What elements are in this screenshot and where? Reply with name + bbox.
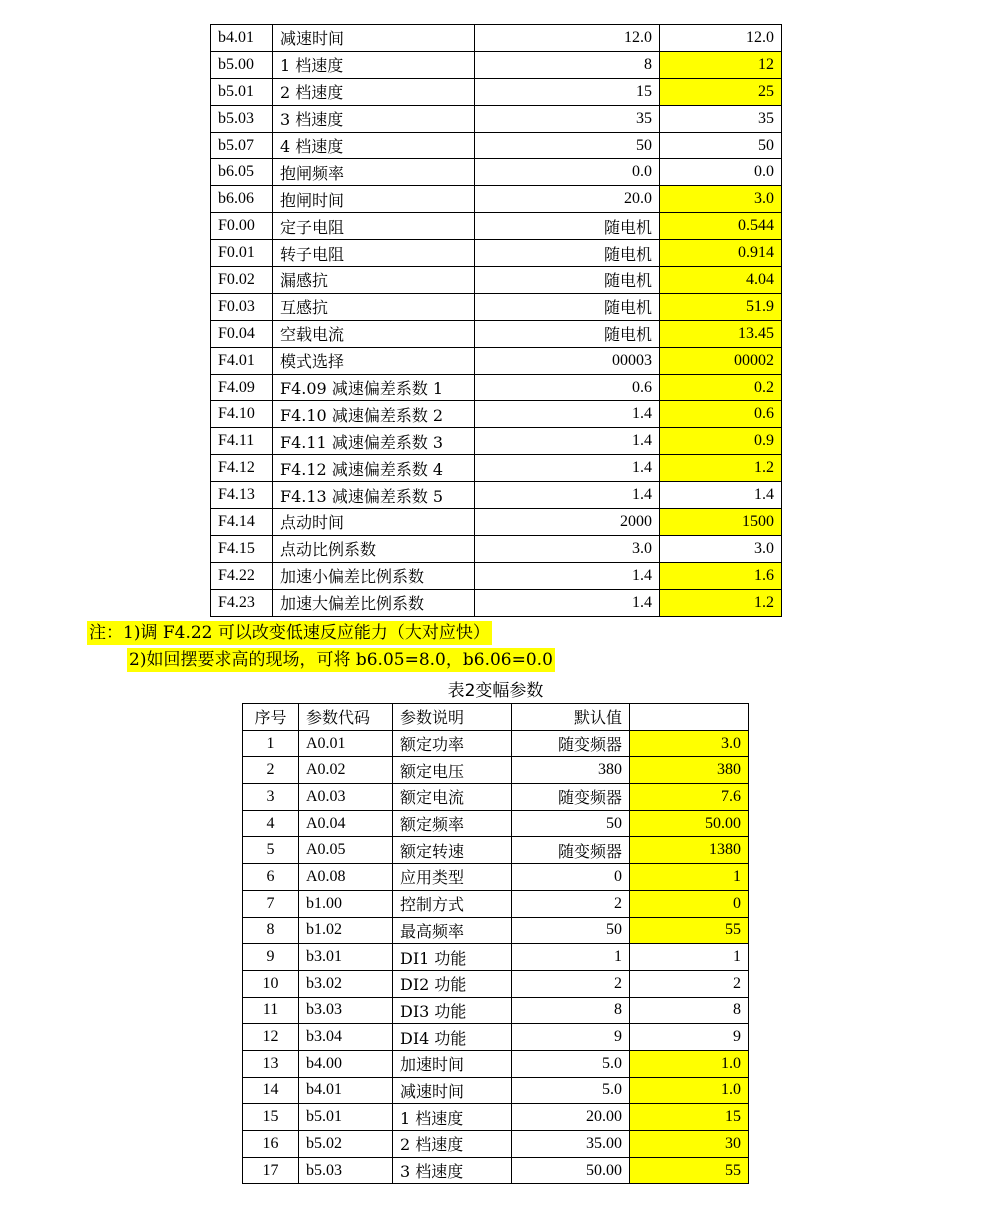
table-row <box>211 213 782 240</box>
table-row <box>243 1024 749 1051</box>
param-code-cell: F4.12 <box>211 455 273 482</box>
row-number-cell: 14 <box>243 1077 299 1104</box>
param-code-cell: b5.00 <box>211 51 273 78</box>
table-row <box>243 1104 749 1131</box>
set-value-cell: 35 <box>660 105 782 132</box>
default-value-cell: 8 <box>512 997 630 1024</box>
table-row <box>243 970 749 997</box>
param-code-cell: b3.02 <box>299 970 393 997</box>
default-value-cell: 35.00 <box>512 1131 630 1158</box>
default-value-cell: 随电机 <box>475 213 660 240</box>
param-name-cell: F4.12 减速偏差系数 4 <box>273 455 475 482</box>
set-value-cell: 1500 <box>660 509 782 536</box>
param-name-cell: 加速时间 <box>393 1050 512 1077</box>
table-row <box>243 757 749 784</box>
table-row <box>243 1077 749 1104</box>
set-value-cell: 7.6 <box>630 784 749 811</box>
param-name-cell: 点动比例系数 <box>273 535 475 562</box>
table-row <box>211 482 782 509</box>
table-row <box>211 51 782 78</box>
table-row <box>211 240 782 267</box>
set-value-cell: 380 <box>630 757 749 784</box>
table-row <box>243 837 749 864</box>
default-value-cell: 5.0 <box>512 1050 630 1077</box>
default-value-cell: 2000 <box>475 509 660 536</box>
set-value-cell: 9 <box>630 1024 749 1051</box>
default-value-cell: 8 <box>475 51 660 78</box>
set-value-cell: 55 <box>630 1157 749 1184</box>
row-number-cell: 6 <box>243 864 299 891</box>
param-name-cell: 应用类型 <box>393 864 512 891</box>
param-code-cell: A0.01 <box>299 730 393 757</box>
parameter-table-2 <box>242 703 749 1184</box>
param-code-cell: F0.02 <box>211 267 273 294</box>
param-code-cell: F0.01 <box>211 240 273 267</box>
set-value-cell: 50 <box>660 132 782 159</box>
default-value-cell: 3.0 <box>475 535 660 562</box>
table-row <box>243 1131 749 1158</box>
param-name-cell: 加速小偏差比例系数 <box>273 562 475 589</box>
param-name-cell: 漏感抗 <box>273 267 475 294</box>
default-value-cell: 5.0 <box>512 1077 630 1104</box>
set-value-cell: 15 <box>630 1104 749 1131</box>
param-name-cell: DI2 功能 <box>393 970 512 997</box>
row-number-cell: 12 <box>243 1024 299 1051</box>
param-name-cell: 空载电流 <box>273 320 475 347</box>
table-row <box>211 374 782 401</box>
table-row <box>211 509 782 536</box>
set-value-cell: 0.9 <box>660 428 782 455</box>
param-name-cell: 定子电阻 <box>273 213 475 240</box>
set-value-cell: 0.544 <box>660 213 782 240</box>
default-value-cell: 50 <box>475 132 660 159</box>
param-code-cell: b3.01 <box>299 944 393 971</box>
set-value-cell: 3.0 <box>630 730 749 757</box>
default-value-cell: 1.4 <box>475 401 660 428</box>
default-value-cell: 1.4 <box>475 562 660 589</box>
default-value-cell: 0.6 <box>475 374 660 401</box>
table-row <box>211 455 782 482</box>
set-value-cell: 1 <box>630 864 749 891</box>
param-code-cell: b3.04 <box>299 1024 393 1051</box>
param-code-cell: F4.11 <box>211 428 273 455</box>
param-name-cell: DI1 功能 <box>393 944 512 971</box>
table-row <box>243 944 749 971</box>
row-number-cell: 16 <box>243 1131 299 1158</box>
param-name-cell: 额定电流 <box>393 784 512 811</box>
param-name-cell: 3 档速度 <box>273 105 475 132</box>
set-value-cell: 8 <box>630 997 749 1024</box>
row-number-cell: 7 <box>243 890 299 917</box>
param-name-cell: 抱闸频率 <box>273 159 475 186</box>
param-code-cell: b4.00 <box>299 1050 393 1077</box>
param-code-cell: b5.01 <box>299 1104 393 1131</box>
set-value-cell: 0 <box>630 890 749 917</box>
table-2-title: 表2变幅参数 <box>447 681 544 701</box>
row-number-cell: 15 <box>243 1104 299 1131</box>
param-name-cell: 加速大偏差比例系数 <box>273 589 475 616</box>
set-value-cell: 12.0 <box>660 25 782 52</box>
table-row <box>243 997 749 1024</box>
param-name-cell: F4.09 减速偏差系数 1 <box>273 374 475 401</box>
default-value-cell: 20.0 <box>475 186 660 213</box>
param-code-cell: b5.07 <box>211 132 273 159</box>
param-code-cell: F4.15 <box>211 535 273 562</box>
table-row <box>243 1050 749 1077</box>
param-code-cell: F0.03 <box>211 293 273 320</box>
set-value-cell: 00002 <box>660 347 782 374</box>
default-value-cell: 1 <box>512 944 630 971</box>
param-code-cell: b5.02 <box>299 1131 393 1158</box>
set-value-cell: 55 <box>630 917 749 944</box>
set-value-cell: 13.45 <box>660 320 782 347</box>
table-row <box>211 267 782 294</box>
param-name-cell: 2 档速度 <box>273 78 475 105</box>
table-row <box>211 78 782 105</box>
param-code-cell: F4.01 <box>211 347 273 374</box>
table-row <box>243 864 749 891</box>
param-code-cell: b1.00 <box>299 890 393 917</box>
row-number-cell: 1 <box>243 730 299 757</box>
param-name-cell: 额定功率 <box>393 730 512 757</box>
default-value-cell: 15 <box>475 78 660 105</box>
set-value-cell: 0.0 <box>660 159 782 186</box>
row-number-cell: 2 <box>243 757 299 784</box>
row-number-cell: 4 <box>243 810 299 837</box>
param-name-cell: 4 档速度 <box>273 132 475 159</box>
param-code-cell: F0.00 <box>211 213 273 240</box>
param-code-cell: A0.02 <box>299 757 393 784</box>
default-value-cell: 2 <box>512 970 630 997</box>
set-value-cell: 3.0 <box>660 535 782 562</box>
default-value-cell: 50 <box>512 917 630 944</box>
default-value-cell: 1.4 <box>475 455 660 482</box>
default-value-cell: 50 <box>512 810 630 837</box>
default-value-cell: 0 <box>512 864 630 891</box>
default-value-cell: 0.0 <box>475 159 660 186</box>
param-code-cell: b6.05 <box>211 159 273 186</box>
param-name-cell: 减速时间 <box>273 25 475 52</box>
table-row <box>243 890 749 917</box>
default-value-cell: 随变频器 <box>512 784 630 811</box>
param-code-cell: F4.22 <box>211 562 273 589</box>
param-name-cell: 1 档速度 <box>393 1104 512 1131</box>
table-2-header-row <box>243 704 749 731</box>
param-name-cell: F4.11 减速偏差系数 3 <box>273 428 475 455</box>
set-value-cell: 50.00 <box>630 810 749 837</box>
param-code-cell: b5.03 <box>211 105 273 132</box>
table-row <box>211 186 782 213</box>
default-value-cell: 1.4 <box>475 428 660 455</box>
set-value-cell: 0.6 <box>660 401 782 428</box>
param-name-cell: 1 档速度 <box>273 51 475 78</box>
param-name-cell: 互感抗 <box>273 293 475 320</box>
param-name-cell: 额定转速 <box>393 837 512 864</box>
table-row <box>211 428 782 455</box>
default-value-cell: 随电机 <box>475 320 660 347</box>
default-value-cell: 随电机 <box>475 240 660 267</box>
set-value-cell: 0.914 <box>660 240 782 267</box>
param-code-cell: F4.23 <box>211 589 273 616</box>
table-row <box>211 159 782 186</box>
header-default: 默认值 <box>512 704 630 731</box>
param-code-cell: F4.09 <box>211 374 273 401</box>
param-name-cell: DI3 功能 <box>393 997 512 1024</box>
table-row <box>211 535 782 562</box>
header-desc: 参数说明 <box>393 704 512 731</box>
note-line-2: 2)如回摆要求高的现场，可将 b6.05=8.0，b6.06=0.0 <box>129 650 553 670</box>
param-name-cell: 模式选择 <box>273 347 475 374</box>
default-value-cell: 12.0 <box>475 25 660 52</box>
param-code-cell: A0.08 <box>299 864 393 891</box>
param-name-cell: 转子电阻 <box>273 240 475 267</box>
param-code-cell: F4.10 <box>211 401 273 428</box>
set-value-cell: 1.0 <box>630 1050 749 1077</box>
param-name-cell: 减速时间 <box>393 1077 512 1104</box>
param-name-cell: 最高频率 <box>393 917 512 944</box>
param-code-cell: A0.04 <box>299 810 393 837</box>
row-number-cell: 9 <box>243 944 299 971</box>
table-row <box>211 132 782 159</box>
set-value-cell: 51.9 <box>660 293 782 320</box>
row-number-cell: 13 <box>243 1050 299 1077</box>
param-name-cell: F4.10 减速偏差系数 2 <box>273 401 475 428</box>
param-name-cell: 3 档速度 <box>393 1157 512 1184</box>
table-row <box>243 810 749 837</box>
note-line-1: 注：1)调 F4.22 可以改变低速反应能力（大对应快） <box>89 623 490 643</box>
param-code-cell: b4.01 <box>299 1077 393 1104</box>
param-code-cell: b3.03 <box>299 997 393 1024</box>
header-value <box>630 704 749 731</box>
set-value-cell: 4.04 <box>660 267 782 294</box>
default-value-cell: 50.00 <box>512 1157 630 1184</box>
header-no: 序号 <box>243 704 299 731</box>
param-code-cell: b5.01 <box>211 78 273 105</box>
default-value-cell: 20.00 <box>512 1104 630 1131</box>
table-row <box>211 401 782 428</box>
row-number-cell: 3 <box>243 784 299 811</box>
param-code-cell: F4.13 <box>211 482 273 509</box>
set-value-cell: 3.0 <box>660 186 782 213</box>
default-value-cell: 2 <box>512 890 630 917</box>
default-value-cell: 随电机 <box>475 267 660 294</box>
set-value-cell: 1 <box>630 944 749 971</box>
table-row <box>211 562 782 589</box>
default-value-cell: 随电机 <box>475 293 660 320</box>
param-name-cell: 额定电压 <box>393 757 512 784</box>
set-value-cell: 1.6 <box>660 562 782 589</box>
default-value-cell: 1.4 <box>475 589 660 616</box>
row-number-cell: 11 <box>243 997 299 1024</box>
param-code-cell: b6.06 <box>211 186 273 213</box>
default-value-cell: 380 <box>512 757 630 784</box>
param-code-cell: A0.05 <box>299 837 393 864</box>
table-row <box>211 347 782 374</box>
param-code-cell: b5.03 <box>299 1157 393 1184</box>
param-name-cell: 抱闸时间 <box>273 186 475 213</box>
table-row <box>211 320 782 347</box>
default-value-cell: 随变频器 <box>512 730 630 757</box>
table-row <box>243 784 749 811</box>
param-code-cell: A0.03 <box>299 784 393 811</box>
param-name-cell: 控制方式 <box>393 890 512 917</box>
set-value-cell: 1.4 <box>660 482 782 509</box>
row-number-cell: 8 <box>243 917 299 944</box>
set-value-cell: 1.2 <box>660 455 782 482</box>
default-value-cell: 1.4 <box>475 482 660 509</box>
param-name-cell: DI4 功能 <box>393 1024 512 1051</box>
param-name-cell: 点动时间 <box>273 509 475 536</box>
default-value-cell: 9 <box>512 1024 630 1051</box>
default-value-cell: 00003 <box>475 347 660 374</box>
table-row <box>243 730 749 757</box>
default-value-cell: 35 <box>475 105 660 132</box>
param-name-cell: 2 档速度 <box>393 1131 512 1158</box>
parameter-table-1 <box>210 24 782 617</box>
row-number-cell: 10 <box>243 970 299 997</box>
table-row <box>243 1157 749 1184</box>
table-row <box>211 293 782 320</box>
row-number-cell: 17 <box>243 1157 299 1184</box>
set-value-cell: 1.0 <box>630 1077 749 1104</box>
set-value-cell: 0.2 <box>660 374 782 401</box>
table-row <box>211 589 782 616</box>
set-value-cell: 2 <box>630 970 749 997</box>
set-value-cell: 30 <box>630 1131 749 1158</box>
param-code-cell: b1.02 <box>299 917 393 944</box>
param-name-cell: 额定频率 <box>393 810 512 837</box>
row-number-cell: 5 <box>243 837 299 864</box>
param-code-cell: F4.14 <box>211 509 273 536</box>
set-value-cell: 25 <box>660 78 782 105</box>
default-value-cell: 随变频器 <box>512 837 630 864</box>
set-value-cell: 1.2 <box>660 589 782 616</box>
param-name-cell: F4.13 减速偏差系数 5 <box>273 482 475 509</box>
set-value-cell: 12 <box>660 51 782 78</box>
table-row <box>243 917 749 944</box>
header-code: 参数代码 <box>299 704 393 731</box>
param-code-cell: F0.04 <box>211 320 273 347</box>
table-row <box>211 25 782 52</box>
table-row <box>211 105 782 132</box>
set-value-cell: 1380 <box>630 837 749 864</box>
param-code-cell: b4.01 <box>211 25 273 52</box>
